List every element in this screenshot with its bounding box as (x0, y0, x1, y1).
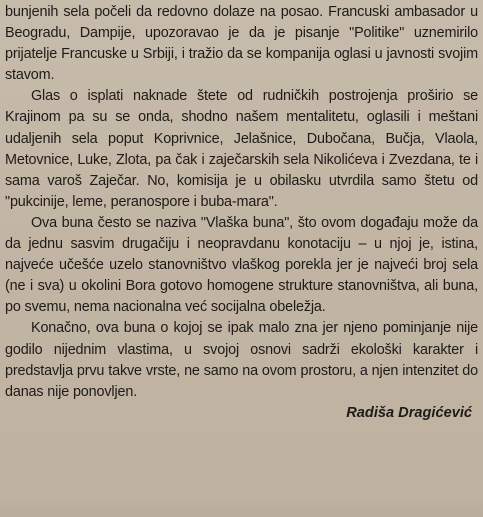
article-paragraph-2: Glas o isplati naknade štete od rudničkih postrojenja proširio se Krajinom pa su se onda, shodno našem mentalitetu, oglasili i meštani udaljenih sela poput Koprivnice, Jelašnice, Dubočana, Bučja, Vlaola, Metovnice, Luke, Zlota, pa čak i zaječarskih sela Nikolićeva i Zvezdana, te i sama varoš Zaječar. No, komisija je u obilasku utvrdila samo štetu od "pukcinije, leme, peranospore i buba-mara". (5, 88, 478, 210)
author-signature: Radiša Dragićević (346, 404, 472, 421)
page-bottom-shade (0, 495, 483, 517)
article-paragraph-1: bunjenih sela počeli da redovno dolaze na posao. Francuski ambasador u Beogradu, Dampije, upozoravao je da je pisanje "Politike" uznemirilo prijatelje Francuske u Srbiji, i tražio da se kompanija oglasi u javnosti svojim stavom. (5, 4, 478, 84)
article-paragraph-3: Ova buna često se naziva "Vlaška buna", što ovom događaju može da da jednu sasvim drugačiju i neopravdanu konotaciju – u njoj je, istina, najveće učešće uzelo stanovništvo vlaškog porekla jer je najveći broj sela (ne i sva) u okolini Bora gotovo homogene strukture stanovništva, ali buna, po svemu, nema nacionalna već socijalna obeležja. (5, 214, 478, 316)
article-paragraph-4: Konačno, ova buna o kojoj se ipak malo zna jer njeno pominjanje nije godilo nijednim vlastima, u svojoj osnovi sadrži ekološki karakter i predstavlja prvu takve vrste, ne samo na ovom prostoru, a njen intenzitet do danas nije ponovljen. (5, 320, 478, 400)
